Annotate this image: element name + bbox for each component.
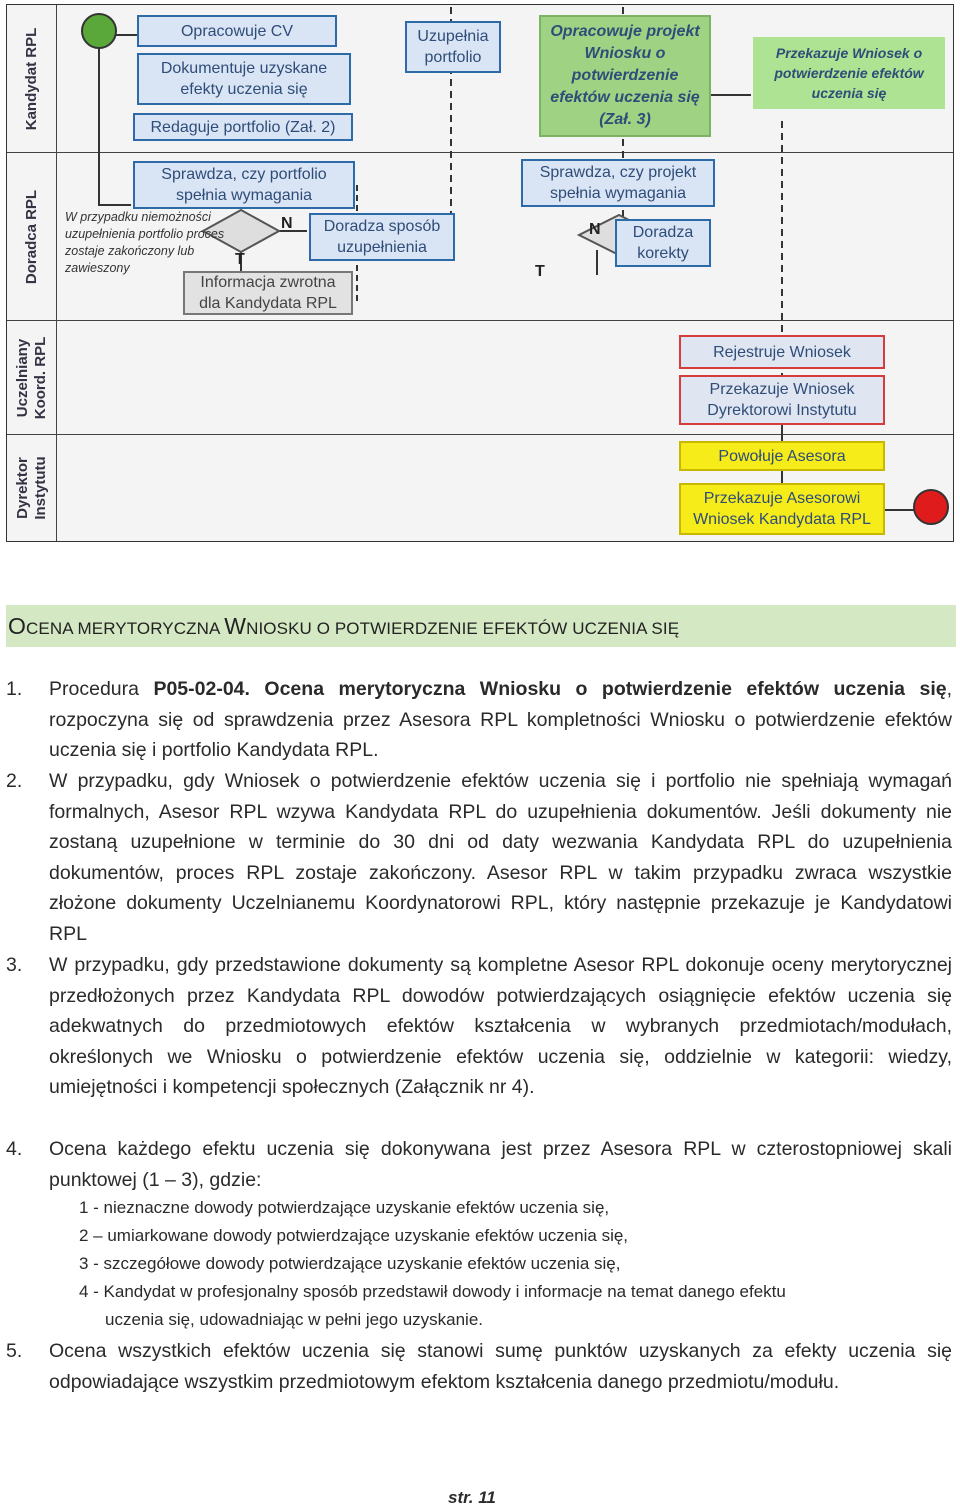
start-event-icon [81,13,117,49]
item-4-number: 4. [6,1138,23,1160]
item-1-number: 1. [6,678,23,700]
note-przekazuje-wniosek: Przekazuje Wniosek o potwierdzenie efektów uczenia się [753,37,945,109]
scale-item-4: 4 - Kandydat w profesjonalny sposób przedstawił dowody i informacje na temat danego efektu [79,1282,786,1301]
box-przekazuje-dyrektorowi: Przekazuje Wniosek Dyrektorowi Instytutu [679,375,885,425]
box-rejestruje: Rejestruje Wniosek [679,335,885,369]
item-4-text: Ocena każdego efektu uczenia się dokonywana jest przez Asesora RPL w czterostopniowej skali punktowej (1 – 3), gdzie: [49,1138,952,1191]
scale-item-4-cont: uczenia się, udowadniając w pełni jego uzyskanie. [105,1310,484,1329]
box-doradza-korekty: Doradza korekty [615,219,711,267]
item-3-number: 3. [6,954,23,976]
page-number: str. 11 [448,1488,496,1507]
box-powoluje: Powołuje Asesora [679,441,885,471]
item-3-text: W przypadku, gdy przedstawione dokumenty są kompletne Asesor RPL dokonuje oceny merytorycznej przedłożonych przez Kandydata RPL dowodów potwierdzających osiągnięcie efektów uczenia się adekwatnych do przedmiotowych efektów kształcenia w wybranych przedmiotach/modułach, określonych we Wniosku o potwierdzenie efektów uczenia się, oddzielnie w kategorii: wiedzy, umiejętności i kompetencji społecznych (Załącznik nr 4). [49,954,952,1099]
box-sprawdza-portfolio: Sprawdza, czy portfolio spełnia wymagania [133,161,355,209]
process-diagram [6,4,954,542]
item-2-text: W przypadku, gdy Wniosek o potwierdzenie efektów uczenia się i portfolio nie spełniają wymagań formalnych, Asesor RPL wzywa Kandydata RPL do uzupełnienia dokumentów. Jeśli dokumenty nie zostaną uzupełnione w terminie do 30 dni od daty wezwania Kandydata RPL do uzupełnienia dokumentów, proces RPL zostaje zakończony. Asesor RPL w takim przypadku zwraca wszystkie złożone dokumenty Uczelnianemu Koordynatorowi RPL, który następnie przekazuje je Kandydatowi RPL [49,770,952,945]
marker-t-1: T [235,251,245,268]
box-dokumentuje: Dokumentuje uzyskane efekty uczenia się [137,53,351,105]
end-event-icon [913,489,949,525]
scale-item-2: 2 – umiarkowane dowody potwierdzające uzyskanie efektów uczenia się, [79,1226,629,1245]
box-redaguje: Redaguje portfolio (Zał. 2) [133,113,353,141]
lane-label-kandydat: Kandydat RPL [22,27,40,130]
item-1-text: Procedura P05-02-04. Ocena merytoryczna Wniosku o potwierdzenie efektów uczenia się, rozpoczyna się od sprawdzenia przez Asesora RPL kompletności Wniosku o potwierdzenie efektów uczenia się i portfolio Kandydata RPL. [49,678,953,762]
box-uzupelnia: Uzupełnia portfolio [405,21,501,73]
lane-label-koordynator: Uczelniany Koord. RPL [13,336,49,419]
lane-label-doradca: Doradca RPL [22,189,40,284]
scale-item-3: 3 - szczegółowe dowody potwierdzające uzyskanie efektów uczenia się, [79,1254,621,1273]
marker-n-1: N [281,215,293,232]
item-2-number: 2. [6,770,23,792]
box-doradza-sposob: Doradza sposób uzupełnienia [309,213,455,261]
box-sprawdza-projekt: Sprawdza, czy projekt spełnia wymagania [521,159,715,207]
marker-t-2: T [535,263,545,280]
section-heading: OCENA MERYTORYCZNA WNIOSKU O POTWIERDZENIE EFEKTÓW UCZENIA SIĘ [6,605,956,647]
box-opracowuje-cv: Opracowuje CV [137,15,337,47]
item-5-text: Ocena wszystkich efektów uczenia się stanowi sumę punktów uzyskanych za efekty uczenia się odpowiadające wszystkim przedmiotowym efektom kształcenia danego przedmiotu/modułu. [49,1340,952,1393]
box-przekazuje-asesorowi: Przekazuje Asesorowi Wniosek Kandydata RPL [679,483,885,535]
item-5-number: 5. [6,1340,23,1362]
lane-label-dyrektor: Dyrektor Instytutu [13,456,49,520]
box-opracowuje-projekt: Opracowuje projekt Wniosku o potwierdzenie efektów uczenia się (Zał. 3) [539,15,711,137]
marker-n-2: N [589,221,601,238]
note-niemoznosc: W przypadku niemożności uzupełnienia portfolio proces zostaje zakończony lub zawieszony [65,210,225,275]
scale-item-1: 1 - nieznaczne dowody potwierdzające uzyskanie efektów uczenia się, [79,1198,610,1217]
box-informacja-zwrotna: Informacja zwrotna dla Kandydata RPL [183,271,353,315]
